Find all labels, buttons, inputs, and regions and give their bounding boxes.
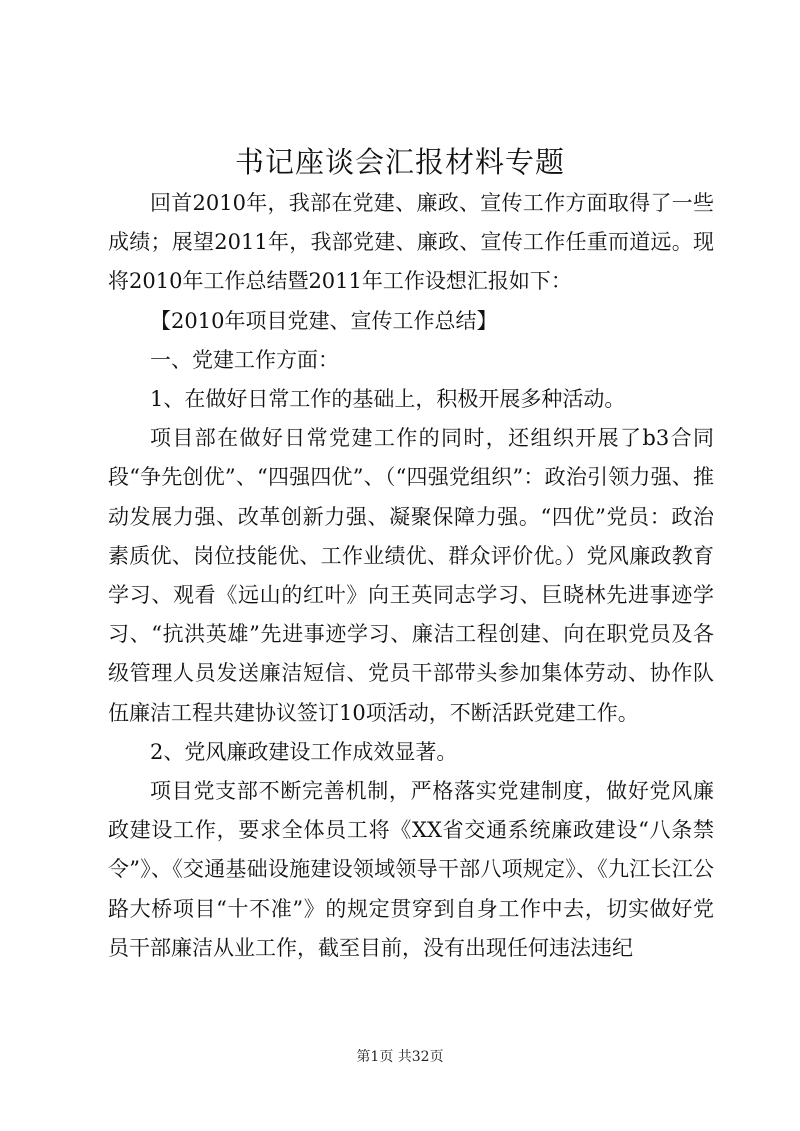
document-body	[108, 184, 714, 968]
paragraph-intro: 回首2010年，我部在党建、廉政、宣传工作方面取得了一些成绩；展望2011年，我部党建、廉政、宣传工作任重而道远。现将2010年工作总结暨2011年工作设想汇报如下：	[108, 191, 714, 294]
page-number-footer: 第1页 共32页	[356, 1049, 444, 1065]
section-heading-summary: 【2010年项目党建、宣传工作总结】	[150, 308, 498, 333]
document-title: 书记座谈会汇报材料专题	[234, 145, 565, 179]
paragraph-activities: 项目部在做好日常党建工作的同时，还组织开展了b3合同段“争先创优”、“四强四优”、（“四强党组织”：政治引领力强、推动发展力强、改革创新力强、凝聚保障力强。“四优”党员：政治素质优、岗位技能优、工作业绩优、群众评价优。）党风廉政教育学习、观看《远山的红叶》向王英同志学习、巨晓林先进事迹学习、“抗洪英雄”先进事迹学习、廉洁工程创建、向在职党员及各级管理人员发送廉洁短信、党员干部带头参加集体劳动、协作队伍廉洁工程共建协议签订10项活动，不断活跃党建工作。	[108, 426, 714, 725]
paragraph-integrity: 项目党支部不断完善机制，严格落实党建制度，做好党风廉政建设工作，要求全体员工将《XX省交通系统廉政建设“八条禁令”》、《交通基础设施建设领域领导干部八项规定》、《九江长江公路大桥项目“十不准”》的规定贯穿到自身工作中去，切实做好党员干部廉洁从业工作，截至目前，没有出现任何违法违纪	[108, 779, 714, 960]
subheading-integrity: 2、党风廉政建设工作成效显著。	[150, 739, 458, 764]
heading-party-building: 一、党建工作方面：	[150, 347, 339, 372]
subheading-activities: 1、在做好日常工作的基础上，积极开展多种活动。	[150, 387, 626, 412]
